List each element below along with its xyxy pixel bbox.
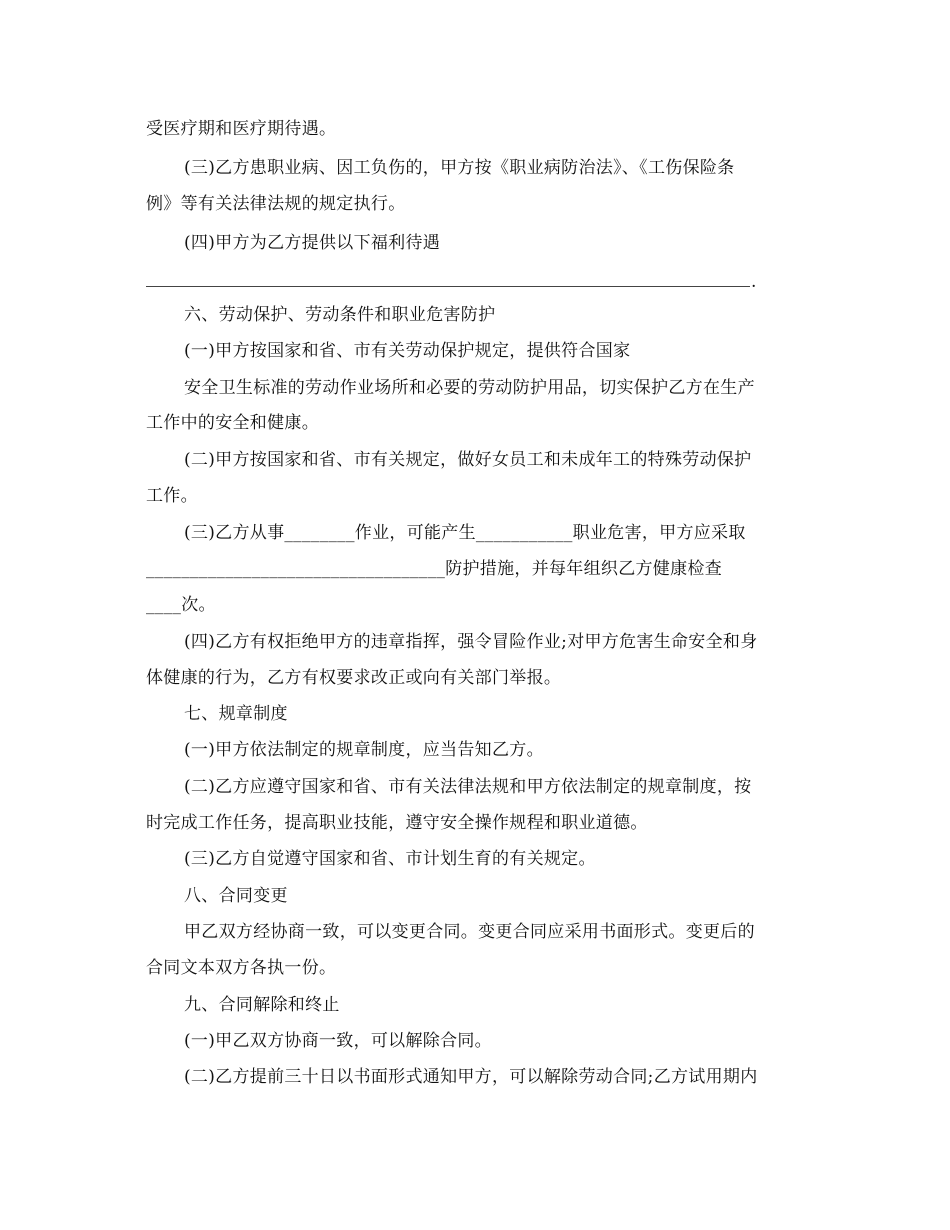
section-heading: 八、合同变更 xyxy=(184,886,288,906)
text-line: 合同文本双方各执一份。 xyxy=(146,958,337,978)
text-line: 甲乙双方经协商一致，可以变更合同。变更合同应采用书面形式。变更后的 xyxy=(184,922,755,942)
text-line: 安全卫生标准的劳动作业场所和必要的劳动防护用品，切实保护乙方在生产 xyxy=(184,378,755,398)
text-line: 工作。 xyxy=(146,486,198,506)
text-line: (二)乙方应遵守国家和省、市有关法律法规和甲方依法制定的规章制度，按 xyxy=(184,777,752,797)
text-line: (一)甲方依法制定的规章制度，应当告知乙方。 xyxy=(184,740,544,760)
text-line: (二)甲方按国家和省、市有关规定，做好女员工和未成年工的特殊劳动保护 xyxy=(184,450,752,470)
text-line: (三)乙方患职业病、因工负伤的，甲方按《职业病防治法》、《工伤保险条 xyxy=(184,158,735,178)
text-line: 工作中的安全和健康。 xyxy=(146,413,319,433)
text-line: (四)甲方为乙方提供以下福利待遇 xyxy=(184,233,441,253)
text-line: (四)乙方有权拒绝甲方的违章指挥，强令冒险作业;对甲方危害生命安全和身 xyxy=(184,632,758,652)
text-line: (一)甲乙双方协商一致，可以解除合同。 xyxy=(184,1031,492,1051)
text-line: (三)乙方从事________作业，可能产生___________职业危害，甲方应采取 xyxy=(184,523,746,543)
section-heading: 九、合同解除和终止 xyxy=(184,995,340,1015)
period-mark: . xyxy=(751,272,757,292)
section-heading: 六、劳动保护、劳动条件和职业危害防护 xyxy=(184,305,496,325)
text-line: (一)甲方按国家和省、市有关劳动保护规定，提供符合国家 xyxy=(184,341,631,361)
section-heading: 七、规章制度 xyxy=(184,704,288,724)
text-line: 体健康的行为，乙方有权要求改正或向有关部门举报。 xyxy=(146,668,562,688)
text-line: ____次。 xyxy=(146,595,216,615)
text-line: 例》等有关法律法规的规定执行。 xyxy=(146,194,406,214)
text-line: 受医疗期和医疗期待遇。 xyxy=(146,119,337,139)
text-line: (二)乙方提前三十日以书面形式通知甲方，可以解除劳动合同;乙方试用期内 xyxy=(184,1067,758,1087)
text-line: __________________________________防护措施，并每年组织乙方健康检查 xyxy=(146,559,722,579)
text-line: 时完成工作任务，提高职业技能，遵守安全操作规程和职业道德。 xyxy=(146,813,648,833)
fill-in-blank-line xyxy=(146,286,750,287)
text-line: (三)乙方自觉遵守国家和省、市计划生育的有关规定。 xyxy=(184,849,596,869)
